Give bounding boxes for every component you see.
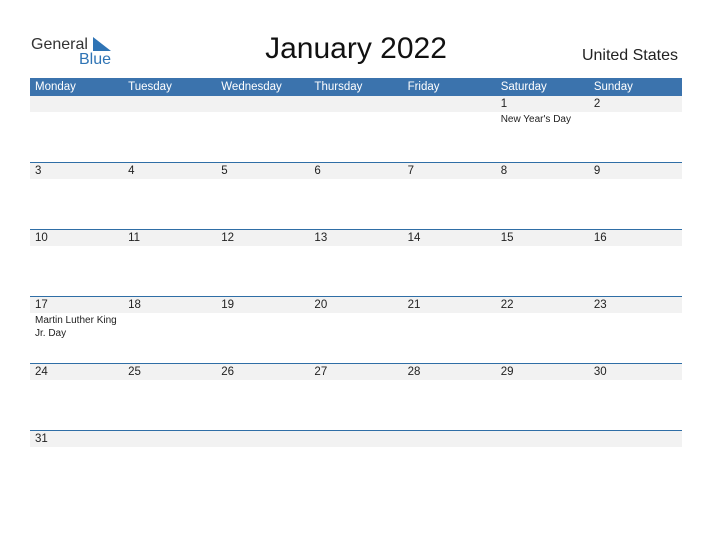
day-number: 4: [128, 165, 135, 177]
day-cell: [496, 163, 589, 179]
day-cell: [496, 431, 589, 447]
day-cell: [216, 364, 309, 380]
country-label: United States: [581, 47, 678, 64]
day-cell: [123, 297, 216, 340]
day-number: 12: [221, 232, 235, 244]
day-number: [221, 96, 309, 112]
weekday-wednesday: Wednesday: [221, 81, 282, 93]
logo-text-general: General: [31, 36, 88, 53]
logo-text-blue: Blue: [79, 51, 112, 68]
day-cell: [123, 431, 216, 447]
day-cell: [216, 230, 309, 246]
calendar-title: January 2022: [265, 32, 447, 65]
week-row: [30, 430, 682, 447]
day-number: [594, 431, 682, 447]
day-cell: [216, 96, 309, 126]
day-cell: [30, 364, 123, 380]
weekday-friday: Friday: [407, 81, 440, 93]
day-number: 10: [35, 232, 48, 244]
day-number: [408, 96, 496, 112]
weeks-container: [30, 96, 682, 447]
day-number: 2: [593, 98, 601, 110]
day-number: 25: [128, 366, 141, 378]
day-cell: [216, 297, 309, 340]
day-number: 13: [314, 232, 328, 244]
day-cell: [123, 163, 216, 179]
day-number: 15: [500, 232, 514, 244]
day-number: 7: [407, 165, 414, 177]
day-number: 5: [221, 165, 228, 177]
day-cell: [309, 364, 402, 380]
day-number: 1: [500, 98, 508, 110]
day-number: 28: [407, 366, 421, 378]
day-number: 29: [500, 366, 514, 378]
day-cell: [496, 96, 589, 126]
week-row: [30, 296, 682, 363]
day-number: 6: [314, 165, 321, 177]
holiday-label: New Year's Day: [500, 114, 571, 125]
day-number: 18: [128, 299, 141, 311]
day-cell: [216, 431, 309, 447]
day-cell: [123, 230, 216, 246]
day-number: 22: [500, 299, 514, 311]
day-number: [128, 431, 216, 447]
day-cell: [589, 431, 682, 447]
day-number: 3: [35, 165, 42, 177]
day-cell: [403, 230, 496, 246]
day-number: 9: [593, 165, 601, 177]
day-number: 26: [221, 366, 235, 378]
day-number: 27: [314, 366, 328, 378]
day-number: [35, 96, 123, 112]
day-number: 16: [593, 232, 607, 244]
day-cell: [30, 230, 123, 246]
day-cell: [123, 96, 216, 126]
day-cell: [589, 96, 682, 126]
day-number: [501, 431, 589, 447]
day-number: 23: [593, 299, 607, 311]
day-cell: [216, 163, 309, 179]
day-cell: [309, 431, 402, 447]
weekday-tuesday: Tuesday: [128, 81, 172, 93]
week-row: [30, 229, 682, 296]
day-cell: [309, 230, 402, 246]
week-row: [30, 96, 682, 162]
day-cell: [589, 163, 682, 179]
day-number: 8: [500, 165, 508, 177]
day-cell: [403, 431, 496, 447]
day-cell: [123, 364, 216, 380]
day-cell: [309, 297, 402, 340]
day-number: 14: [407, 232, 421, 244]
day-number: [314, 431, 402, 447]
day-number: 24: [35, 366, 48, 378]
day-number: 31: [35, 433, 48, 445]
day-cell: [589, 364, 682, 380]
day-cell: [30, 96, 123, 126]
day-cell: [403, 96, 496, 126]
day-cell: [30, 163, 123, 179]
holiday-label: Martin Luther King Jr. Day: [35, 315, 117, 339]
day-cell: [30, 431, 123, 447]
day-number: 19: [221, 299, 235, 311]
day-number: [128, 96, 216, 112]
day-cell: [496, 297, 589, 340]
day-number: 11: [128, 232, 141, 244]
weekday-saturday: Saturday: [500, 81, 547, 93]
weekday-header: [30, 78, 682, 96]
week-row: [30, 363, 682, 430]
day-number: 21: [407, 299, 421, 311]
day-cell: [403, 163, 496, 179]
day-cell: [403, 297, 496, 340]
day-cell: [589, 230, 682, 246]
day-number: 30: [593, 366, 607, 378]
day-number: 20: [314, 299, 328, 311]
day-number: [408, 431, 496, 447]
weekday-thursday: Thursday: [314, 81, 363, 93]
day-cell: [496, 364, 589, 380]
day-number: [314, 96, 402, 112]
day-cell: [309, 163, 402, 179]
calendar-grid: [30, 78, 682, 447]
day-cell: [309, 96, 402, 126]
weekday-sunday: Sunday: [593, 81, 633, 93]
weekday-monday: Monday: [35, 81, 76, 93]
day-cell: [496, 230, 589, 246]
week-row: [30, 162, 682, 229]
day-number: 17: [35, 299, 48, 311]
day-cell: [30, 297, 123, 340]
day-cell: [403, 364, 496, 380]
day-cell: [589, 297, 682, 340]
day-number: [221, 431, 309, 447]
